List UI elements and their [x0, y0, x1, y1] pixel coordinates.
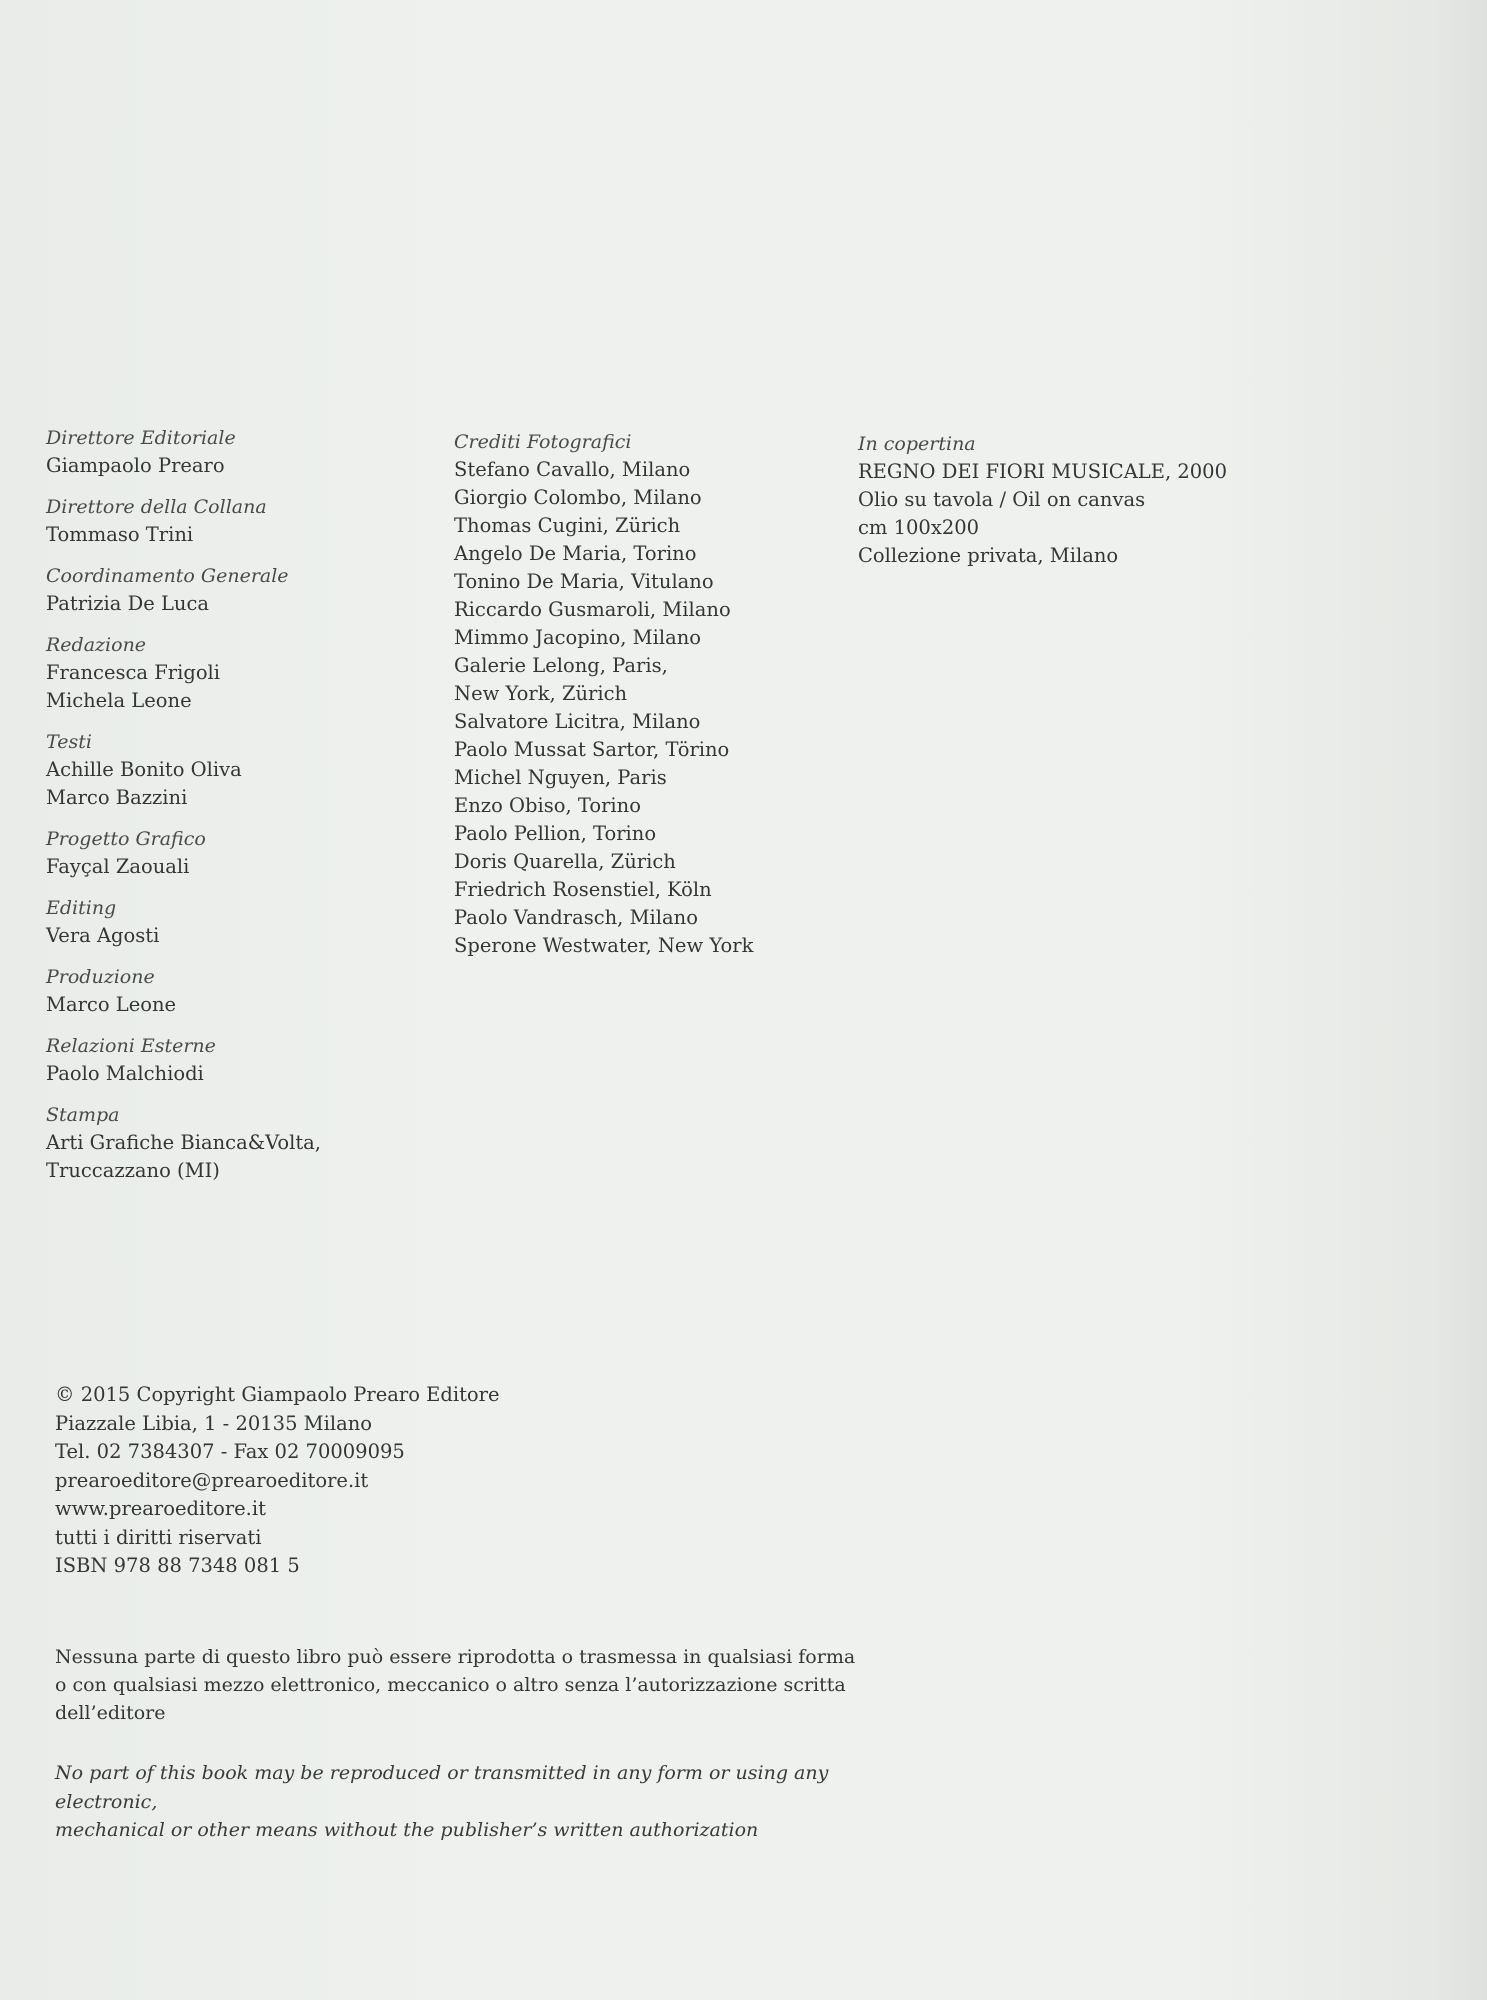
photo-credits-label: Crediti Fotografici — [454, 431, 632, 453]
credit-entry: Enzo Obiso, Torino — [454, 794, 641, 817]
staff-block — [46, 894, 426, 950]
notice-line: No part of this book may be reproduced or transmitted in any form or using any electronic, — [55, 1762, 829, 1813]
staff-role: Redazione — [46, 634, 147, 656]
staff-role: Coordinamento Generale — [46, 565, 289, 587]
credit-entry: Paolo Pellion, Torino — [454, 822, 657, 845]
notice-line: o con qualsiasi mezzo elettronico, meccanico o altro senza l’autorizzazione scritta — [55, 1674, 846, 1696]
credit-entry: New York, Zürich — [454, 682, 628, 705]
notice-line: mechanical or other means without the publisher’s written authorization — [55, 1819, 759, 1841]
photo-credits-list — [454, 456, 834, 960]
notice-line: Nessuna parte di questo libro può essere riprodotta o trasmessa in qualsiasi forma — [55, 1646, 856, 1668]
credit-entry: Thomas Cugini, Zürich — [454, 514, 681, 537]
credit-entry: Mimmo Jacopino, Milano — [454, 626, 702, 649]
staff-name: Marco Leone — [46, 993, 177, 1016]
staff-name: Michela Leone — [46, 689, 192, 712]
credit-entry: Friedrich Rosenstiel, Köln — [454, 878, 712, 901]
credit-entry: Giorgio Colombo, Milano — [454, 486, 702, 509]
cover-medium: Olio su tavola / Oil on canvas — [858, 488, 1146, 511]
isbn: ISBN 978 88 7348 081 5 — [55, 1554, 300, 1577]
credit-entry: Michel Nguyen, Paris — [454, 766, 667, 789]
cover-collection: Collezione privata, Milano — [858, 544, 1119, 567]
cover-info-column — [858, 430, 1358, 570]
credit-entry: Sperone Westwater, New York — [454, 934, 754, 957]
staff-name: Patrizia De Luca — [46, 592, 210, 615]
publisher-address: Piazzale Libia, 1 - 20135 Milano — [55, 1411, 373, 1435]
staff-role: Direttore Editoriale — [46, 427, 236, 449]
staff-name: Giampaolo Prearo — [46, 454, 225, 477]
staff-name: Arti Grafiche Bianca&Volta, — [46, 1131, 322, 1154]
staff-role: Direttore della Collana — [46, 496, 267, 518]
credit-entry: Angelo De Maria, Torino — [454, 542, 697, 565]
staff-block — [46, 728, 426, 812]
copyright-block — [55, 1381, 755, 1581]
staff-name: Vera Agosti — [46, 924, 160, 947]
staff-name: Francesca Frigoli — [46, 661, 221, 684]
credit-entry: Paolo Vandrasch, Milano — [454, 906, 698, 929]
staff-block — [46, 562, 426, 618]
cover-title: REGNO DEI FIORI MUSICALE, 2000 — [858, 460, 1227, 483]
staff-block — [46, 1032, 426, 1088]
staff-name: Fayçal Zaouali — [46, 855, 190, 878]
publisher-website: www.prearoeditore.it — [55, 1497, 266, 1520]
staff-block — [46, 963, 426, 1019]
credit-entry: Tonino De Maria, Vitulano — [454, 570, 714, 593]
staff-role: Produzione — [46, 966, 155, 988]
staff-role: Progetto Grafico — [46, 828, 206, 850]
staff-role: Relazioni Esterne — [46, 1035, 216, 1057]
rights-reserved: tutti i diritti riservati — [55, 1525, 262, 1549]
credit-entry: Riccardo Gusmaroli, Milano — [454, 598, 731, 621]
cover-label: In copertina — [858, 433, 976, 455]
reproduction-notice-en — [55, 1759, 915, 1845]
copyright-line: © 2015 Copyright Giampaolo Prearo Editore — [55, 1383, 500, 1406]
staff-role: Testi — [46, 731, 92, 753]
staff-block — [46, 424, 426, 480]
staff-name: Paolo Malchiodi — [46, 1062, 204, 1085]
publisher-phone: Tel. 02 7384307 - Fax 02 70009095 — [55, 1440, 405, 1463]
staff-name: Achille Bonito Oliva — [46, 758, 242, 781]
credit-entry: Salvatore Licitra, Milano — [454, 710, 701, 733]
staff-block — [46, 1101, 426, 1185]
staff-block — [46, 493, 426, 549]
reproduction-notice-it — [55, 1643, 895, 1727]
staff-name: Tommaso Trini — [46, 523, 194, 546]
staff-role: Stampa — [46, 1104, 120, 1126]
staff-column — [46, 424, 426, 1198]
staff-block — [46, 631, 426, 715]
credit-entry: Doris Quarella, Zürich — [454, 850, 676, 873]
staff-name: Marco Bazzini — [46, 786, 188, 809]
credit-entry: Stefano Cavallo, Milano — [454, 458, 691, 481]
staff-role: Editing — [46, 897, 117, 919]
photo-credits-column — [454, 428, 834, 960]
staff-name: Truccazzano (MI) — [46, 1159, 220, 1182]
notice-line: dell’editore — [55, 1702, 166, 1724]
credit-entry: Galerie Lelong, Paris, — [454, 654, 668, 677]
cover-size: cm 100x200 — [858, 516, 980, 539]
staff-block — [46, 825, 426, 881]
credit-entry: Paolo Mussat Sartor, Törino — [454, 738, 730, 761]
publisher-email: prearoeditore@prearoeditore.it — [55, 1468, 369, 1492]
